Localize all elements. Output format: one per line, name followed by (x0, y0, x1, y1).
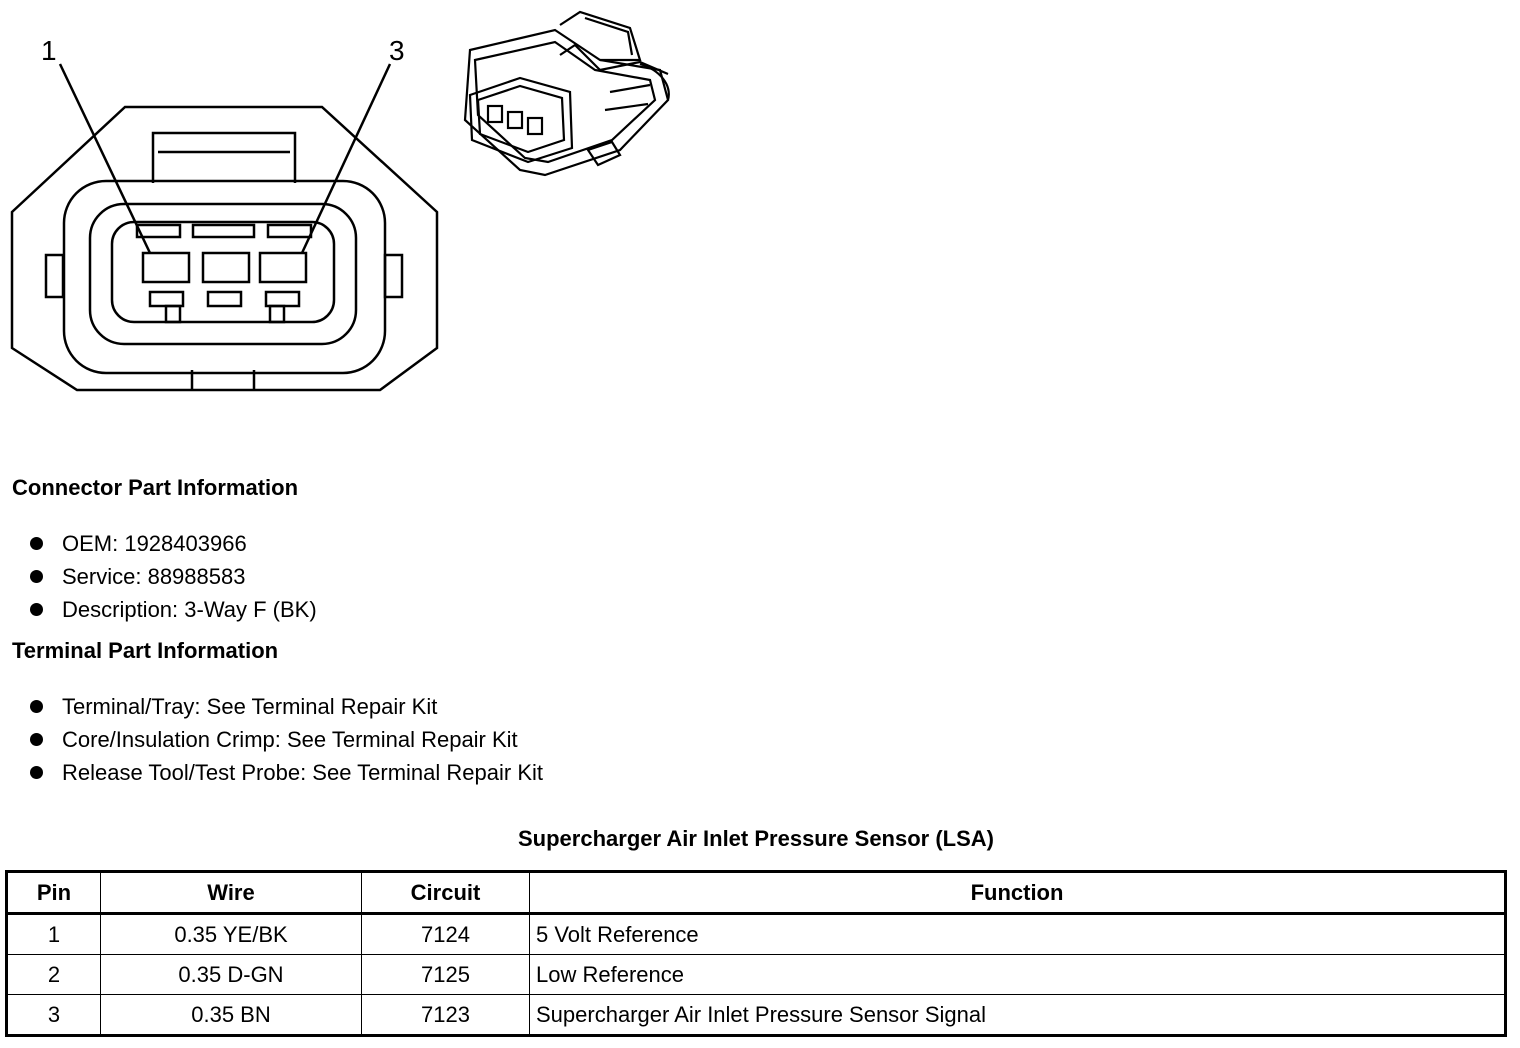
cell-wire: 0.35 YE/BK (101, 914, 362, 955)
lock-slot-2 (208, 292, 241, 306)
callout-pin-3: 3 (389, 35, 405, 66)
table-row (7, 955, 1506, 995)
connector-diagram (0, 0, 700, 440)
lock-slot-1 (150, 292, 183, 306)
list-item-text: OEM: 1928403966 (62, 531, 247, 556)
cell-circuit: 7123 (362, 995, 530, 1036)
cell-function: Supercharger Air Inlet Pressure Sensor Signal (530, 995, 1506, 1036)
cell-function: 5 Volt Reference (530, 914, 1506, 955)
terminal-slot-upper-2 (193, 225, 254, 237)
terminal-slot-upper-1 (137, 225, 180, 237)
terminal-cavity-pin-2 (203, 253, 249, 282)
bullet-icon (30, 733, 43, 746)
list-item-text: Terminal/Tray: See Terminal Repair Kit (62, 694, 438, 719)
connector-part-info-heading: Connector Part Information (12, 475, 299, 500)
terminal-slot-upper-3 (268, 225, 311, 237)
connector-latch (153, 133, 295, 183)
column-header-pin: Pin (7, 872, 101, 914)
table-row (7, 995, 1506, 1036)
terminal-cavity-pin-1 (143, 253, 189, 282)
lock-slot-1-stem (166, 306, 180, 322)
cell-wire: 0.35 D-GN (101, 955, 362, 995)
table-title: Supercharger Air Inlet Pressure Sensor (LSA) (518, 826, 994, 851)
column-header-circuit: Circuit (362, 872, 530, 914)
list-item-text: Description: 3-Way F (BK) (62, 597, 317, 622)
terminal-part-info-heading: Terminal Part Information (12, 638, 279, 663)
connector-part-info-list (30, 527, 317, 626)
bullet-icon (30, 603, 43, 616)
cell-pin: 2 (7, 955, 101, 995)
cell-circuit: 7125 (362, 955, 530, 995)
list-item-text: Release Tool/Test Probe: See Terminal Repair Kit (62, 760, 543, 785)
list-item (30, 593, 317, 626)
terminal-cavity-pin-3 (260, 253, 306, 282)
bullet-icon (30, 700, 43, 713)
bullet-icon (30, 537, 43, 550)
list-item (30, 723, 543, 756)
cell-pin: 1 (7, 914, 101, 955)
list-item (30, 560, 317, 593)
cell-circuit: 7124 (362, 914, 530, 955)
table-header-row (7, 872, 1506, 914)
list-item (30, 690, 543, 723)
bullet-icon (30, 570, 43, 583)
right-side-tab (385, 255, 402, 297)
column-header-wire: Wire (101, 872, 362, 914)
list-item (30, 756, 543, 789)
bullet-icon (30, 766, 43, 779)
connector-housing-outline (12, 107, 437, 390)
list-item-text: Service: 88988583 (62, 564, 246, 589)
lock-slot-3 (266, 292, 299, 306)
callout-pin-1: 1 (41, 35, 57, 66)
leader-line-pin-1 (60, 64, 150, 253)
list-item (30, 527, 317, 560)
cell-pin: 3 (7, 995, 101, 1036)
left-side-tab (46, 255, 63, 297)
column-header-function: Function (530, 872, 1506, 914)
connector-isometric-picture (465, 12, 669, 175)
cell-wire: 0.35 BN (101, 995, 362, 1036)
list-item-text: Core/Insulation Crimp: See Terminal Repair Kit (62, 727, 518, 752)
lock-slot-3-stem (270, 306, 284, 322)
pinout-table (5, 870, 1507, 1037)
cell-function: Low Reference (530, 955, 1506, 995)
table-row (7, 914, 1506, 955)
terminal-part-info-list (30, 690, 543, 789)
